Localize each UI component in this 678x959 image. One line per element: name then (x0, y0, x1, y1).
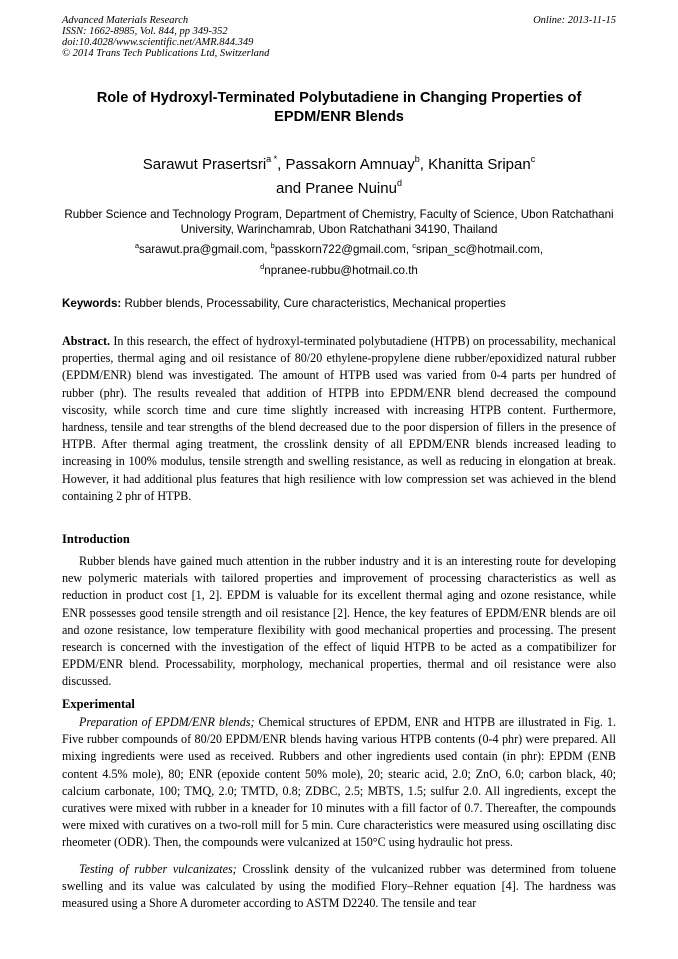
keywords (62, 297, 616, 311)
email-line-2 (62, 260, 616, 281)
author-sep: , (419, 156, 429, 173)
doi: doi:10.4028/www.scientific.net/AMR.844.349 (62, 37, 254, 48)
keywords-text: Rubber blends, Processability, Cure characteristics, Mechanical properties (121, 297, 506, 310)
author-sup: d (396, 178, 402, 188)
author-line-2 (62, 177, 616, 201)
keywords-label: Keywords: (62, 297, 122, 310)
email-address: passkorn722@gmail.com (274, 243, 406, 256)
experimental-heading: Experimental (62, 697, 135, 711)
experimental-paragraph-2 (62, 861, 616, 913)
email-address: sarawut.pra@gmail.com (139, 243, 265, 256)
journal-name: Advanced Materials Research (62, 15, 189, 26)
author-sup: b (414, 154, 420, 164)
author-name: Passakorn Amnuay (285, 156, 415, 173)
email-sup: d (260, 262, 265, 271)
issn: ISSN: 1662-8985, Vol. 844, pp 349-352 (62, 26, 228, 37)
experimental-paragraph-1 (62, 714, 616, 852)
paragraph-text: Crosslink density of the vulcanized rubber was determined from toluene swelling and its value was calculated by using the modified Flory–Rehner equation [4]. The hardness was measured using a Shore A durometer according to ASTM D2240. The tensile and tear (62, 862, 617, 911)
email-sep: , (405, 243, 413, 256)
email-sep: , (539, 243, 544, 256)
author-list (62, 153, 616, 201)
paper-title: Role of Hydroxyl-Terminated Polybutadiene in Changing Properties of EPDM/ENR Blends (96, 90, 582, 125)
email-address: sripan_sc@hotmail.com (416, 243, 540, 256)
email-line-1 (62, 239, 616, 260)
abstract-text: In this research, the effect of hydroxyl-terminated polybutadiene (HTPB) on processability, mechanical properties, thermal aging and oil resistance of 80/20 ethylene-propylene diene rubber/epoxidized natural rubber (EPDM/ENR) blend was investigated. The amount of HTPB used was varied from 0-4 parts per hundred of rubber (phr). The results revealed that addition of HTPB into EPDM/ENR blend decreased the compound viscosity, while scorch time and cure time slightly increased with increasing HTPB content. Furthermore, hardness, tensile and tear strengths of the blend decreased due to the poor dispersion of fillers in the presence of HTPB. After thermal aging treatment, the crosslink density of all EPDM/ENR blends increased leading to increasing in 100% modulus, tensile strength and swelling resistance, as well as reducing in elongation at break. However, it had additional plus features that high resilience with low compression set was achieved in the blend containing 2 phr of HTPB. (62, 334, 616, 503)
author-name: Pranee Nuinu (305, 180, 397, 197)
author-sup: c (530, 154, 536, 164)
author-line-1 (62, 153, 616, 177)
author-sup: a * (266, 154, 278, 164)
email-sep: , (264, 243, 271, 256)
paragraph-lead: Testing of rubber vulcanizates; (79, 862, 237, 876)
affiliation: Rubber Science and Technology Program, Department of Chemistry, Faculty of Science, Ubon Ratchathani University, Warinchamrab, Ubon Ratchathani 34190, Thailand (64, 208, 614, 236)
journal-header (62, 15, 269, 59)
introduction-paragraph: Rubber blends have gained much attention in the rubber industry and it is an interesting route for developing new polymeric materials with tailored properties and improvement of processing characteristics as well as reduction in product cost [1, 2]. EPDM is valuable for its excellent thermal aging and ozone resistance, while ENR possesses good tensile strength and oil resistance [2]. Hence, the key features of EPDM/ENR blends are oil and ozone resistance, low temperature flexibility with good mechanical properties and processing. The present research is concerned with the investigation of the effect of liquid HTPB to be acted as a compatibilizer for EPDM/ENR blend. Processability, morphology, mechanical properties, thermal and oil resistance were also discussed. (62, 554, 616, 689)
paragraph-text: Chemical structures of EPDM, ENR and HTPB are illustrated in Fig. 1. Five rubber compounds of 80/20 EPDM/ENR blends having various HTPB contents (0-4 phr) were prepared. All mixing ingredients were used as received. Rubbers and other ingredients used contain (in phr): EPDM (ENB content 4.5% mole), 80; ENR (epoxide content 50% mole), 20; stearic acid, 2.0; ZnO, 6.0; carbon black, 40; calcium carbonate, 100; TMQ, 2.0; TMTD, 0.8; ZDBC, 2.5; MBTS, 1.5; sulfur 2.0. All ingredients, except the curatives were mixed with rubber in a kneader for 10 minutes with a fill factor of 0.7. Thereafter, the compounds were mixed with curatives on a two-roll mill for 5 min. Cure characteristics were measured using oscillating disc rheometer (ODR). Then, the compounds were vulcanized at 150°C using hydraulic hot press. (62, 715, 616, 850)
author-name: Sarawut Prasertsri (142, 156, 267, 173)
online-date: Online: 2013-11-15 (533, 15, 616, 26)
email-sup: c (412, 241, 417, 250)
copyright: © 2014 Trans Tech Publications Ltd, Switzerland (62, 48, 270, 59)
paragraph-lead: Preparation of EPDM/ENR blends; (79, 715, 255, 729)
email-sup: a (134, 241, 140, 250)
author-sep: , (277, 156, 286, 173)
introduction-heading: Introduction (62, 532, 130, 546)
abstract (62, 333, 616, 505)
author-prefix: and (276, 180, 306, 197)
email-address: npranee-rubbu@hotmail.co.th (264, 264, 418, 277)
email-list (62, 239, 616, 281)
abstract-label: Abstract. (62, 334, 111, 348)
email-sup: b (270, 241, 275, 250)
author-name: Khanitta Sripan (428, 156, 531, 173)
